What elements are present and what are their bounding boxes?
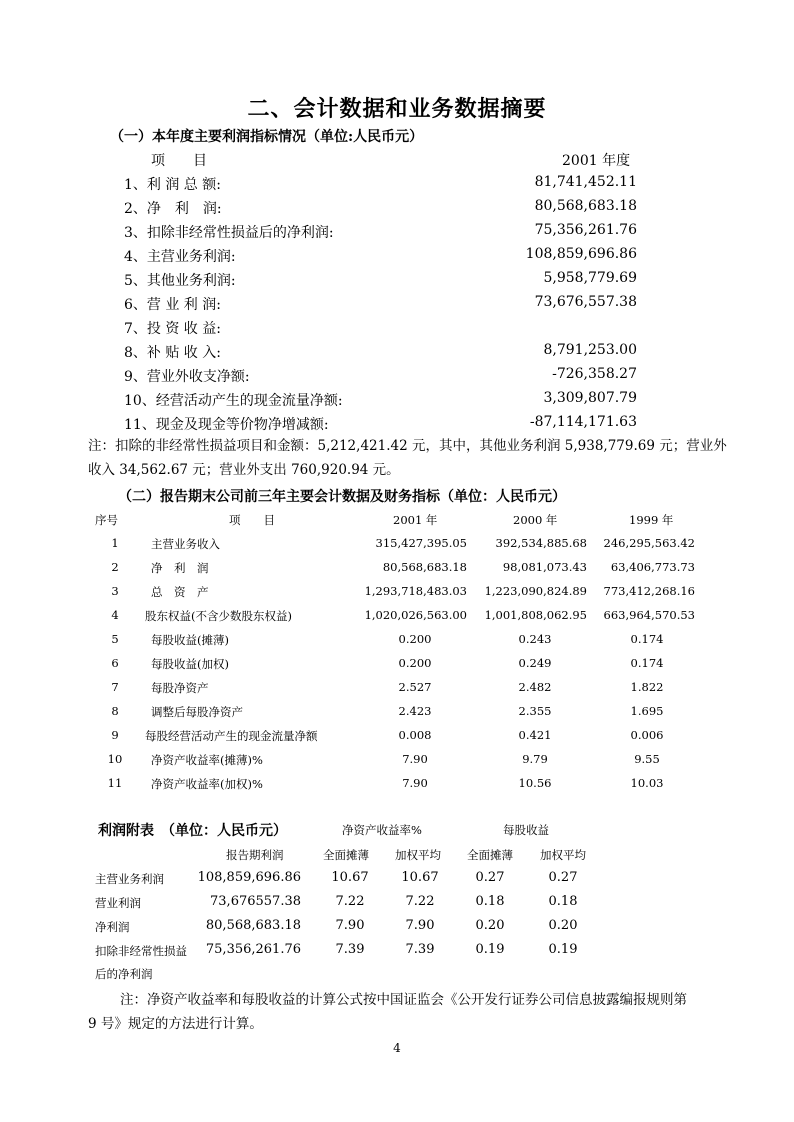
section1-heading: （一）本年度主要利润指标情况（单位:人民币元） <box>110 129 424 145</box>
table2-row-1999: 0.174 <box>630 632 664 646</box>
table3-row-profit: 108,859,696.86 <box>197 870 301 885</box>
table2-row-no: 3 <box>111 584 119 598</box>
table2-row-item: 净资产收益率(摊薄)% <box>151 753 263 767</box>
section1-note-line2: 收入 34,562.67 元；营业外支出 760,920.94 元。 <box>88 462 400 478</box>
page-title: 二、会计数据和业务数据摘要 <box>247 96 547 122</box>
table2-row-no: 2 <box>111 560 119 574</box>
section2-header-item: 项 目 <box>229 513 275 527</box>
profit-item-value: 75,356,261.76 <box>534 222 637 238</box>
table2-row-no: 5 <box>111 632 119 646</box>
section3-sub-roe-wavg: 加权平均 <box>395 848 441 862</box>
section1-col-item: 项 目 <box>151 153 207 169</box>
table2-row-no: 8 <box>111 704 119 718</box>
table3-row-roe-wavg: 7.90 <box>405 918 435 933</box>
table3-row-roe-full: 7.22 <box>335 894 365 909</box>
table2-row-2001: 2.423 <box>398 704 432 718</box>
table2-row-1999: 1.695 <box>630 704 664 718</box>
table2-row-1999: 246,295,563.42 <box>603 536 695 550</box>
profit-item-value: -87,114,171.63 <box>529 414 637 430</box>
table2-row-2001: 7.90 <box>402 752 428 766</box>
table2-row-2000: 1,001,808,062.95 <box>484 608 587 622</box>
table2-row-2000: 392,534,885.68 <box>495 536 587 550</box>
table2-row-no: 1 <box>111 536 119 550</box>
profit-item-label: 9、营业外收支净额: <box>124 369 250 385</box>
table3-row-roe-wavg: 7.22 <box>405 894 435 909</box>
section2-heading: （二）报告期末公司前三年主要会计数据及财务指标（单位：人民币元） <box>118 489 566 505</box>
section3-note-line1: 注：净资产收益率和每股收益的计算公式按中国证监会《公开发行证券公司信息披露编报规则第 <box>120 992 687 1008</box>
table2-row-2001: 0.008 <box>398 728 432 742</box>
profit-item-value: 108,859,696.86 <box>525 246 637 262</box>
profit-item-label: 3、扣除非经常性损益后的净利润: <box>124 225 334 241</box>
table3-row-profit: 75,356,261.76 <box>205 942 301 957</box>
profit-item-label: 7、投 资 收 益: <box>124 321 221 337</box>
profit-item-label: 11、现金及现金等价物净增减额: <box>124 417 329 433</box>
table2-row-1999: 9.55 <box>634 752 660 766</box>
table2-row-2001: 0.200 <box>398 632 432 646</box>
table3-row-roe-wavg: 7.39 <box>405 942 435 957</box>
profit-item-label: 2、净 利 润: <box>124 201 222 217</box>
section3-heading: 利润附表 （单位：人民币元） <box>98 823 287 839</box>
section1-note-line1: 注：扣除的非经常性损益项目和金额：5,212,421.42 元，其中，其他业务利润 5,938,779.69 元；营业外 <box>88 438 727 454</box>
table2-row-2001: 315,427,395.05 <box>375 536 467 550</box>
table2-row-2000: 2.355 <box>518 704 552 718</box>
profit-item-label: 10、经营活动产生的现金流量净额: <box>124 393 343 409</box>
table3-row-eps-wavg: 0.18 <box>548 894 578 909</box>
table3-row-roe-full: 7.90 <box>335 918 365 933</box>
profit-item-label: 6、营 业 利 润: <box>124 297 221 313</box>
table3-row-label: 主营业务利润 <box>95 872 164 886</box>
table3-row-roe-wavg: 10.67 <box>401 870 439 885</box>
section3-sub-eps-wavg: 加权平均 <box>540 848 586 862</box>
profit-item-value: -726,358.27 <box>552 366 637 382</box>
section2-header-2001: 2001 年 <box>393 513 438 527</box>
table2-row-no: 10 <box>107 752 123 766</box>
table2-row-2001: 2.527 <box>398 680 432 694</box>
table2-row-1999: 10.03 <box>630 776 664 790</box>
table3-row-roe-full: 7.39 <box>335 942 365 957</box>
profit-item-value: 81,741,452.11 <box>534 174 637 190</box>
table2-row-2001: 1,293,718,483.03 <box>364 584 467 598</box>
table3-row-label: 扣除非经常性损益 <box>95 944 187 958</box>
table2-row-2001: 80,568,683.18 <box>382 560 467 574</box>
table2-row-no: 9 <box>111 728 119 742</box>
section3-sub-roe-full: 全面摊薄 <box>323 848 369 862</box>
section3-note-line2: 9 号》规定的方法进行计算。 <box>88 1016 263 1032</box>
profit-item-value: 73,676,557.38 <box>534 294 637 310</box>
table2-row-item: 每股净资产 <box>151 681 209 695</box>
section2-header-2000: 2000 年 <box>513 513 558 527</box>
table2-row-1999: 63,406,773.73 <box>610 560 695 574</box>
table2-row-2000: 0.421 <box>518 728 552 742</box>
table2-row-no: 4 <box>111 608 119 622</box>
table3-row-eps-full: 0.27 <box>475 870 505 885</box>
table2-row-2001: 1,020,026,563.00 <box>364 608 467 622</box>
table3-row-profit: 80,568,683.18 <box>205 918 301 933</box>
section3-group-eps: 每股收益 <box>503 823 549 837</box>
table2-row-item: 净 利 润 <box>151 561 209 575</box>
profit-item-label: 5、其他业务利润: <box>124 273 236 289</box>
table2-row-2000: 2.482 <box>518 680 552 694</box>
table2-row-item: 净资产收益率(加权)% <box>151 777 263 791</box>
table2-row-item: 每股收益(加权) <box>151 657 229 671</box>
table2-row-item: 股东权益(不含少数股东权益) <box>145 609 292 623</box>
section3-sub-eps-full: 全面摊薄 <box>467 848 513 862</box>
profit-item-label: 8、补 贴 收 入: <box>124 345 221 361</box>
table2-row-2000: 1,223,090,824.89 <box>484 584 587 598</box>
table3-row-eps-wavg: 0.27 <box>548 870 578 885</box>
table2-row-1999: 0.006 <box>630 728 664 742</box>
table2-row-2001: 7.90 <box>402 776 428 790</box>
table3-row-label: 营业利润 <box>95 896 141 910</box>
section2-header-no: 序号 <box>95 513 118 527</box>
table3-row-eps-full: 0.18 <box>475 894 505 909</box>
section3-sub-profit: 报告期利润 <box>226 848 284 862</box>
table3-row-roe-full: 10.67 <box>331 870 369 885</box>
section2-header-1999: 1999 年 <box>629 513 674 527</box>
table2-row-item: 主营业务收入 <box>151 537 220 551</box>
table3-row-profit: 73,676557.38 <box>210 894 301 909</box>
table2-row-1999: 773,412,268.16 <box>603 584 695 598</box>
table2-row-no: 11 <box>107 776 123 790</box>
table2-row-1999: 663,964,570.53 <box>603 608 695 622</box>
profit-item-value: 5,958,779.69 <box>543 270 637 286</box>
table3-row-label: 净利润 <box>95 920 130 934</box>
table2-row-1999: 0.174 <box>630 656 664 670</box>
table2-row-1999: 1.822 <box>630 680 664 694</box>
profit-item-value: 3,309,807.79 <box>543 390 637 406</box>
table2-row-no: 6 <box>111 656 119 670</box>
table2-row-2000: 98,081,073.43 <box>502 560 587 574</box>
profit-item-label: 1、利 润 总 额: <box>124 177 221 193</box>
profit-item-value: 80,568,683.18 <box>534 198 637 214</box>
table3-row-eps-full: 0.19 <box>475 942 505 957</box>
table2-row-2001: 0.200 <box>398 656 432 670</box>
table3-row-eps-wavg: 0.20 <box>548 918 578 933</box>
section3-row-continuation: 后的净利润 <box>95 967 153 981</box>
profit-item-value: 8,791,253.00 <box>543 342 637 358</box>
table2-row-2000: 9.79 <box>522 752 548 766</box>
table2-row-2000: 0.249 <box>518 656 552 670</box>
table2-row-item: 每股经营活动产生的现金流量净额 <box>145 729 318 743</box>
page-number: 4 <box>393 1041 401 1055</box>
profit-item-label: 4、主营业务利润: <box>124 249 236 265</box>
table2-row-2000: 0.243 <box>518 632 552 646</box>
table3-row-eps-wavg: 0.19 <box>548 942 578 957</box>
table3-row-eps-full: 0.20 <box>475 918 505 933</box>
table2-row-item: 总 资 产 <box>151 585 209 599</box>
table2-row-item: 调整后每股净资产 <box>151 705 243 719</box>
section3-group-roe: 净资产收益率% <box>342 823 422 837</box>
table2-row-2000: 10.56 <box>518 776 552 790</box>
table2-row-no: 7 <box>111 680 119 694</box>
section1-col-year: 2001 年度 <box>562 153 631 169</box>
table2-row-item: 每股收益(摊薄) <box>151 633 229 647</box>
